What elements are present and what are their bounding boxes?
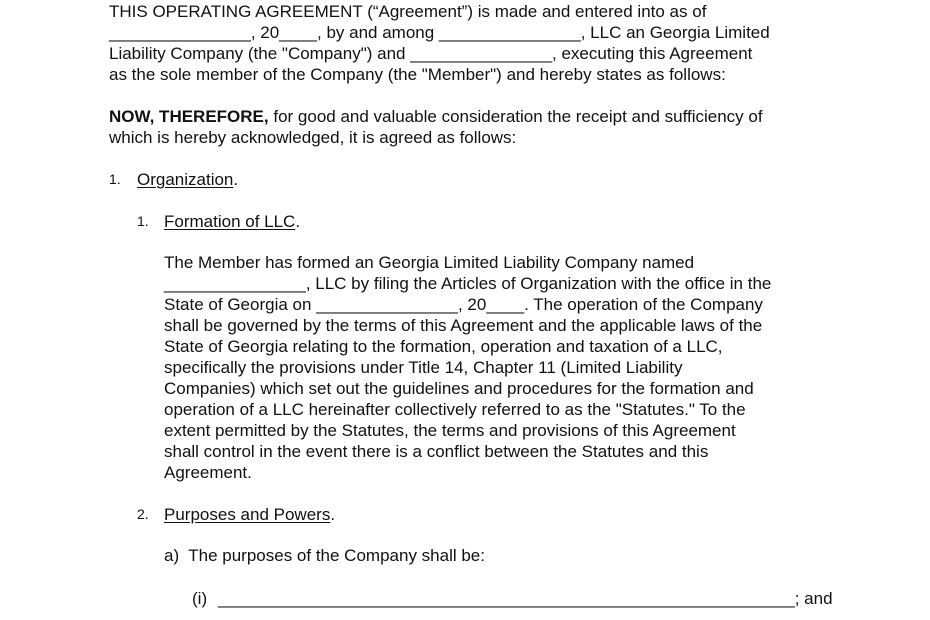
recital-line-1-text: for good and valuable consideration the receipt and sufficiency of (268, 107, 763, 126)
purposes-sub-a: a) The purposes of the Company shall be: (164, 546, 485, 565)
recital-bold: NOW, THEREFORE, (109, 107, 269, 126)
section-1-2-number: 2. (137, 506, 149, 522)
formation-body-line-8: operation of a LLC hereinafter collectively referred to as the "Statutes." To the (164, 400, 746, 419)
formation-body-line-10: shall control in the event there is a conflict between the Statutes and this (164, 442, 709, 461)
purpose-item-i-label: (i) (192, 589, 208, 608)
recital-line-1 (109, 106, 763, 127)
purpose-item-i-line (218, 588, 833, 609)
intro-line-3: Liability Company (the "Company") and _______________, executing this Agreement (109, 44, 753, 63)
section-1-2-heading (164, 504, 335, 525)
section-1-1-period: . (295, 212, 301, 231)
formation-body-line-6: specifically the provisions under Title 14, Chapter 11 (Limited Liability (164, 358, 683, 377)
formation-body-line-1: The Member has formed an Georgia Limited Liability Company named (164, 253, 695, 272)
formation-body-line-2: _______________, LLC by filing the Articles of Organization with the office in the (164, 274, 772, 293)
section-1-period: . (233, 170, 239, 189)
intro-line-1: THIS OPERATING AGREEMENT (“Agreement”) is made and entered into as of (109, 2, 707, 21)
formation-body-line-11: Agreement. (164, 463, 252, 482)
section-1-1-title: Formation of LLC (164, 212, 296, 231)
section-1-heading (137, 169, 238, 190)
formation-body-line-7: Companies) which set out the guidelines and procedures for the formation and (164, 379, 754, 398)
section-1-2-period: . (330, 505, 336, 524)
formation-body-line-9: extent permitted by the Statutes, the terms and provisions of this Agreement (164, 421, 736, 440)
section-1-2-title: Purposes and Powers (164, 505, 331, 524)
intro-line-4: as the sole member of the Company (the "Member") and hereby states as follows: (109, 65, 726, 84)
purpose-item-i-blank: _____________________________________________________________ (218, 589, 795, 608)
purpose-item-i-suffix: ; and (794, 589, 833, 608)
formation-body-line-3: State of Georgia on _______________, 20____. The operation of the Company (164, 295, 763, 314)
formation-body-line-5: State of Georgia relating to the formation, operation and taxation of a LLC, (164, 337, 723, 356)
recital-line-2: which is hereby acknowledged, it is agreed as follows: (109, 128, 517, 147)
formation-body-line-4: shall be governed by the terms of this Agreement and the applicable laws of the (164, 316, 763, 335)
section-1-number: 1. (109, 171, 121, 187)
intro-line-2: _______________, 20____, by and among _______________, LLC an Georgia Limited (109, 23, 770, 42)
section-1-title: Organization (137, 170, 234, 189)
section-1-1-heading (164, 211, 300, 232)
section-1-1-number: 1. (137, 213, 149, 229)
